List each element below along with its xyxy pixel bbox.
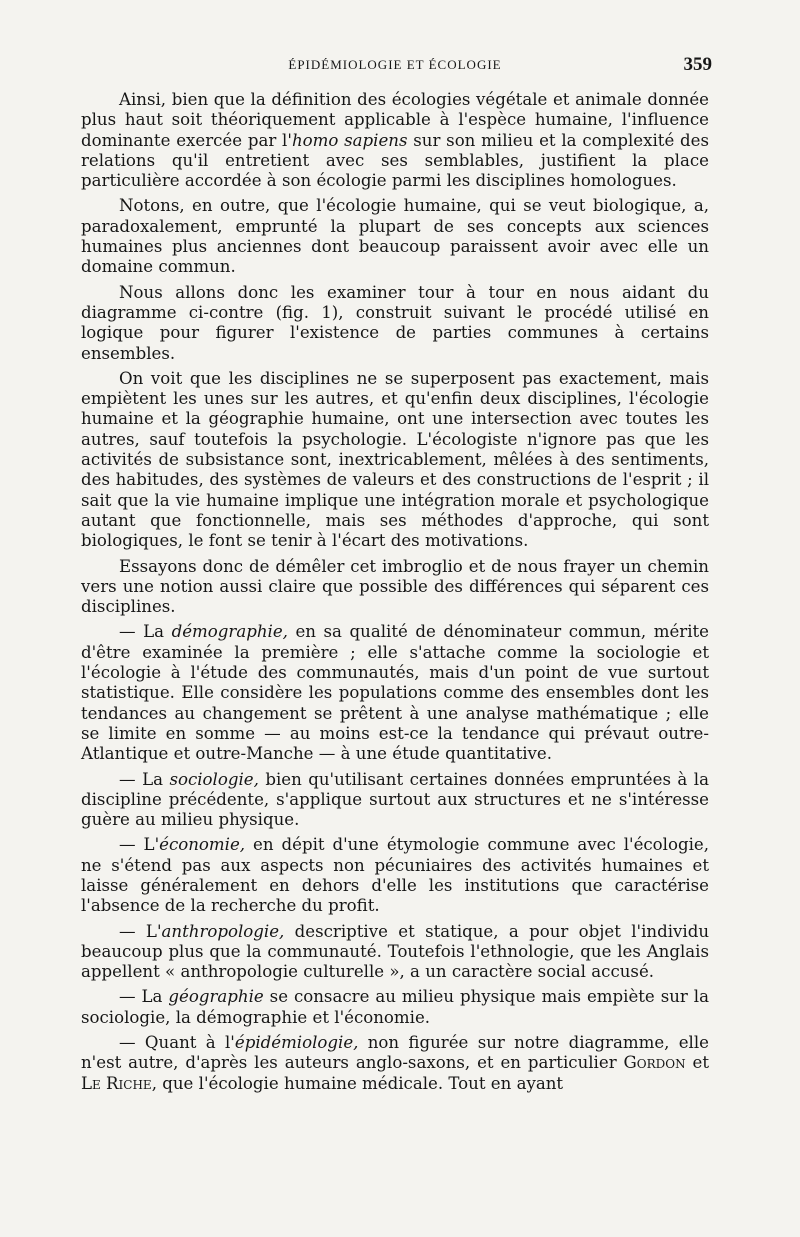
p6-text-c: en sa qualité de dénominateur commun, mérite d'être examinée la première ; elle s'attache comme la sociologie et l'écologie à l'étude des communautés, mais d'un point de vue surtout statistique. Elle considère les populations comme des ensembles dont les tendances au changement se prêtent à une analyse mathématique ; elle se limite en somme — au moins est-ce la tendance qui prévaut outre-Atlantique et outre-Manche — à une étude quantitative. <box>81 622 709 764</box>
p11-text-a: — Quant à l' <box>119 1033 235 1053</box>
body-text <box>81 90 709 1099</box>
paragraph-1 <box>81 90 709 191</box>
p11-text-g: , que l'écologie humaine médicale. Tout en ayant <box>151 1073 564 1093</box>
page-number: 359 <box>683 54 712 75</box>
paragraph-4: On voit que les disciplines ne se superposent pas exactement, mais empiètent les unes sur les autres, et qu'enfin deux disciplines, l'écologie humaine et la géographie humaine, ont une intersection avec toutes les autres, sauf toutefois la psychologie. L'écologiste n'ignore pas que les activités de subsistance sont, inextricablement, mêlées à des sentiments, des habitudes, des systèmes de valeurs et des constructions de l'esprit ; il sait que la vie humaine implique une intégration morale et psychologique autant que fonctionnelle, mais ses méthodes d'approche, qui sont biologiques, le font se tenir à l'écart des motivations. <box>81 368 709 551</box>
paragraph-epidemiologie <box>81 1033 709 1094</box>
author-gordon: Gordon <box>623 1053 686 1073</box>
p8-text-c: en dépit d'une étymologie commune avec l'écologie, ne s'étend pas aux aspects non pécuniaires des activités humaines et laisse généralement en dehors d'elle les institutions que caractérise l'absence de la recherche du profit. <box>81 835 709 916</box>
p8-italic-term: économie, <box>159 835 246 855</box>
p11-text-c: non figurée sur notre diagramme, elle n'est autre, d'après les auteurs anglo-saxons, et en particulier <box>81 1033 709 1073</box>
p10-italic-term: géographie <box>168 987 264 1007</box>
paragraph-sociologie <box>81 770 709 831</box>
p9-text-c: descriptive et statique, a pour objet l'individu beaucoup plus que la communauté. Toutefois l'ethnologie, que les Anglais appellent « anthropologie culturelle », a un caractère social accusé. <box>81 921 710 982</box>
p7-italic-term: sociologie, <box>169 769 259 789</box>
p7-text-c: bien qu'utilisant certaines données empruntées à la discipline précédente, s'applique surtout aux structures et ne s'intéresse guère au milieu physique. <box>81 769 709 830</box>
p11-text-e: et <box>685 1053 710 1073</box>
paragraph-2: Notons, en outre, que l'écologie humaine, qui se veut biologique, a, paradoxalement, emprunté la plupart de ses concepts aux sciences humaines plus anciennes dont beaucoup paraissent avoir avec elle un domaine commun. <box>81 196 709 277</box>
p11-italic-term: épidémiologie, <box>234 1033 359 1053</box>
p6-italic-term: démographie, <box>171 622 288 642</box>
p6-text-a: — La <box>119 622 172 642</box>
p8-text-a: — L' <box>119 835 160 855</box>
paragraph-economie <box>81 835 709 916</box>
p1-text-c: sur son milieu et la complexité des relations qu'il entretient avec ses semblables, justifient la place particulière accordée à son écologie parmi les disciplines homologues. <box>81 130 709 191</box>
paragraph-demographie <box>81 622 709 764</box>
p1-italic-term: homo sapiens <box>291 130 408 150</box>
paragraph-5: Essayons donc de démêler cet imbroglio et de nous frayer un chemin vers une notion aussi claire que possible des différences qui séparent ces disciplines. <box>81 556 709 617</box>
paragraph-geographie <box>81 987 709 1028</box>
running-head <box>80 56 710 76</box>
p7-text-a: — La <box>119 769 170 789</box>
running-title: ÉPIDÉMIOLOGIE ET ÉCOLOGIE <box>288 57 502 72</box>
p9-italic-term: anthropologie, <box>161 921 285 941</box>
p1-text-a: Ainsi, bien que la définition des écologies végétale et animale donnée plus haut soit théoriquement applicable à l'espèce humaine, l'influence dominante exercée par l' <box>81 90 709 150</box>
author-le-riche: Le Riche <box>81 1073 152 1093</box>
p10-text-a: — La <box>119 987 169 1007</box>
p10-text-c: se consacre au milieu physique mais empiète sur la sociologie, la démographie et l'économie. <box>81 987 709 1027</box>
paragraph-anthropologie <box>81 922 709 983</box>
p9-text-a: — L' <box>119 921 162 941</box>
paragraph-3: Nous allons donc les examiner tour à tour en nous aidant du diagramme ci-contre (fig. 1), construit suivant le procédé utilisé en logique pour figurer l'existence de parties communes à certains ensembles. <box>81 282 709 363</box>
